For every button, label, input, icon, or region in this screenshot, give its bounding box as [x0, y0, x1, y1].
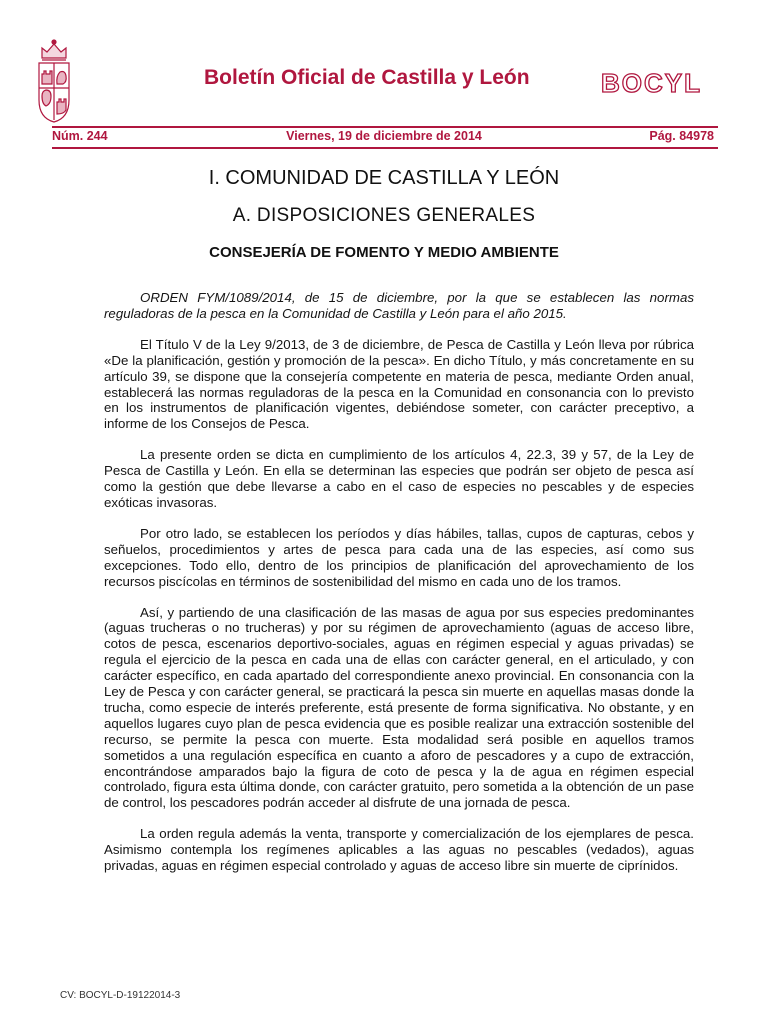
- bocyl-logo: BOCYL: [601, 68, 702, 98]
- header-divider-top: [52, 126, 718, 128]
- order-intro: ORDEN FYM/1089/2014, de 15 de diciembre, por la que se establecen las normas reguladoras de la pesca en la Comunidad de Castilla y León para el año 2015.: [104, 290, 694, 321]
- section-department: CONSEJERÍA DE FOMENTO Y MEDIO AMBIENTE: [209, 244, 559, 261]
- body-paragraph: La orden regula además la venta, transporte y comercialización de los ejemplares de pesca. Asimismo contempla los regímenes aplicables a las aguas no pescables (vedados), aguas privadas, aguas en régimen especial controlado y aguas de acceso libre sin muerte de ciprínidos.: [104, 826, 694, 874]
- body-paragraph: La presente orden se dicta en cumplimiento de los artículos 4, 22.3, 39 y 57, de la Ley de Pesca de Castilla y León. En ella se determinan las especies que podrán ser objeto de pesca así como la gestión que debe llevarse a cabo en el caso de especies no pescables y de especies exóticas invasoras.: [104, 447, 694, 510]
- section-dispositions: A. DISPOSICIONES GENERALES: [232, 205, 536, 226]
- issue-number: Núm. 244: [52, 129, 108, 143]
- cv-code: CV: BOCYL-D-19122014-3: [60, 990, 181, 1001]
- coat-of-arms-icon: [36, 38, 72, 124]
- body-paragraph: Por otro lado, se establecen los períodos y días hábiles, tallas, cupos de capturas, cebos y señuelos, procedimientos y artes de pesca para cada una de las especies, así como sus excepciones. Todo ello, dentro de los principios de planificación del aprovechamiento de los recursos piscícolas en términos de sostenibilidad del mismo en cada uno de los tramos.: [104, 525, 694, 589]
- body-paragraph: El Título V de la Ley 9/2013, de 3 de diciembre, de Pesca de Castilla y León lleva por rúbrica «De la planificación, gestión y promoción de la pesca». En dicho Título, y más concretamente en su artículo 39, se dispone que la consejería competente en materia de pesca, mediante Orden anual, establecerá las normas reguladoras de la pesca en la Comunidad en consonancia con lo previsto en los instrumentos de planificación vigentes, debiéndose someter, con carácter preceptivo, a informe de los Consejos de Pesca.: [104, 336, 694, 432]
- issue-date: Viernes, 19 de diciembre de 2014: [286, 129, 482, 143]
- body-paragraph: Así, y partiendo de una clasificación de las masas de agua por sus especies predominantes (aguas trucheras o no trucheras) y por su régimen de aprovechamiento (aguas de acceso libre, cotos de pesca, escenarios deportivo-sociales, aguas en régimen especial y aguas privadas) se regula el ejercicio de la pesca en cada una de ellas con carácter general, en el articulado, y con carácter específico, en cada apartado del correspondiente anexo provincial. En consonancia con la Ley de Pesca y con carácter general, se practicará la pesca sin muerte en aquellas masas donde la trucha, como especie de interés preferente, está presente de forma significativa. No obstante, y en aquellos lugares cuyo plan de pesca evidencia que es posible realizar una extracción sostenible del recurso, se permite la pesca con muerte. Esta modalidad será posible en aquellos tramos sometidos a una regulación específica en cuanto a aforo de pescadores y a cupo de extracción, encontrándose amparados bajo la figura de coto de pesca y la de agua en régimen especial controlado, figura esta última donde, con carácter gratuito, pero sometida a la obtención de un pase de control, los pescadores podrán acceder al disfrute de una jornada de pesca.: [104, 604, 694, 811]
- header-divider-bottom: [52, 147, 718, 149]
- page-number: Pág. 84978: [649, 129, 714, 143]
- document-body: [104, 290, 694, 889]
- section-community: I. COMUNIDAD DE CASTILLA Y LEÓN: [208, 167, 560, 189]
- bulletin-title: Boletín Oficial de Castilla y León: [204, 66, 530, 89]
